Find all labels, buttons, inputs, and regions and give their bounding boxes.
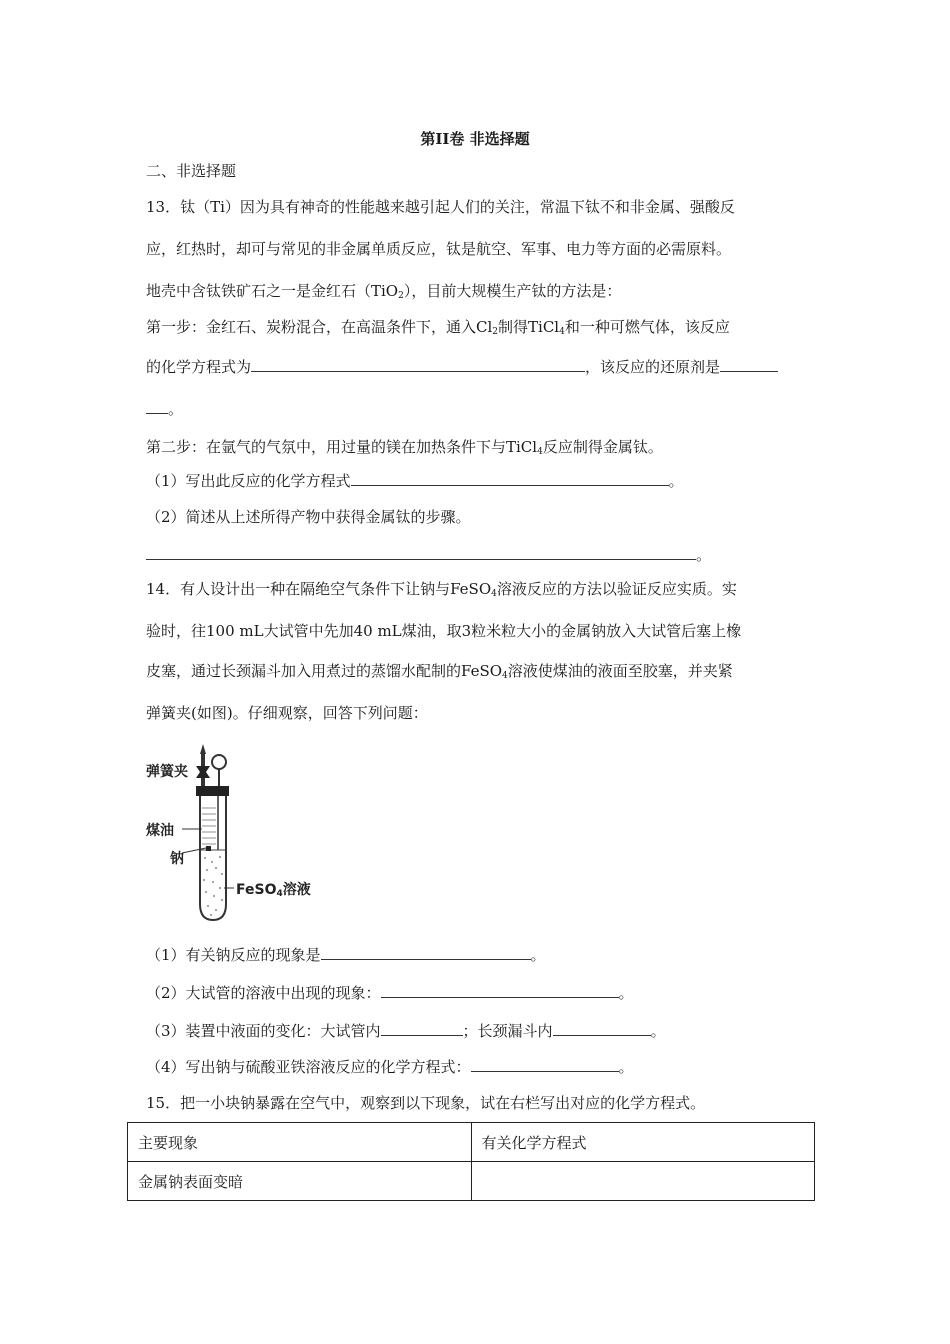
answer-blank-equation[interactable] — [251, 357, 585, 372]
apparatus-figure — [146, 742, 326, 927]
label-sodium: 钠 — [170, 851, 184, 867]
q13-part-1: （1）写出此反应的化学方程式 。 — [146, 472, 684, 490]
answer-blank-q14-1[interactable] — [321, 945, 531, 960]
table-header-equation: 有关化学方程式 — [471, 1123, 815, 1162]
answer-blank-reducer-cont[interactable] — [146, 399, 168, 414]
label-kerosene: 煤油 — [146, 823, 174, 839]
answer-blank-q14-4[interactable] — [471, 1057, 619, 1072]
q14-part-1: （1）有关钠反应的现象是 。 — [146, 946, 546, 964]
sodium-piece-icon — [206, 846, 211, 851]
answer-blank-reducer[interactable] — [720, 357, 778, 372]
section-title: 第II卷 非选择题 — [420, 130, 530, 148]
q14-line-1: 14．有人设计出一种在隔绝空气条件下让钠与FeSO$_4$溶液反应的方法以验证反应实质。实 — [146, 580, 737, 599]
observation-table — [127, 1122, 815, 1201]
table-header-phenomenon: 主要现象 — [128, 1123, 472, 1162]
rubber-stopper-icon — [196, 786, 229, 796]
table-cell-equation-answer[interactable] — [471, 1162, 815, 1201]
q13-line-5: 的化学方程式为 ，该反应的还原剂是 — [146, 356, 778, 378]
answer-blank-q14-3b[interactable] — [553, 1021, 651, 1036]
q13-part-2: （2）简述从上述所得产物中获得金属钛的步骤。 — [146, 508, 471, 526]
q13-line-3: 地壳中含钛铁矿石之一是金红石（TiO$_2$），目前大规模生产钛的方法是： — [146, 282, 622, 301]
table-row — [128, 1162, 815, 1201]
answer-blank-q14-2[interactable] — [381, 983, 619, 998]
q14-part-4: （4）写出钠与硫酸亚铁溶液反应的化学方程式： 。 — [146, 1058, 634, 1076]
label-feso4-solution: FeSO$_4$溶液 — [236, 882, 311, 899]
q13-line-7: 第二步：在氩气的气氛中，用过量的镁在加热条件下与TiCl$_4$反应制得金属钛。 — [146, 438, 663, 457]
q13-line-4: 第一步：金红石、炭粉混合，在高温条件下，通入$Cl_2$制得TiCl$_4$和一种可燃气体，该反应 — [146, 318, 730, 337]
q14-part-3: （3）装置中液面的变化：大试管内 ；长颈漏斗内 。 — [146, 1022, 666, 1040]
table-header-row — [128, 1123, 815, 1162]
q13-part-2-answer: 。 — [146, 544, 711, 566]
answer-blank-q14-3a[interactable] — [381, 1021, 463, 1036]
dropper-tip-icon — [200, 744, 206, 754]
section-subtitle: 二、非选择题 — [146, 162, 237, 180]
q15-line-1: 15．把一小块钠暴露在空气中，观察到以下现象，试在右栏写出对应的化学方程式。 — [146, 1094, 706, 1112]
q14-line-2: 验时，往100 mL大试管中先加40 mL煤油，取3粒米粒大小的金属钠放入大试管后塞上橡 — [146, 622, 742, 640]
q14-line-3: 皮塞，通过长颈漏斗加入用煮过的蒸馏水配制的FeSO$_4$溶液使煤油的液面至胶塞，并夹紧 — [146, 662, 733, 681]
q14-line-4: 弹簧夹(如图)。仔细观察，回答下列问题： — [146, 704, 428, 722]
q13-line-6: 。 — [146, 398, 183, 420]
label-spring-clamp: 弹簧夹 — [146, 764, 188, 780]
answer-blank-q13-2[interactable] — [146, 545, 696, 560]
test-tube-icon — [200, 796, 226, 920]
q13-line-2: 应，红热时，却可与常见的非金属单质反应，钛是航空、军事、电力等方面的必需原料。 — [146, 240, 732, 258]
funnel-bulb-icon — [212, 755, 226, 769]
q14-part-2: （2）大试管的溶液中出现的现象： 。 — [146, 984, 634, 1002]
table-cell-phenomenon: 金属钠表面变暗 — [128, 1162, 472, 1201]
answer-blank-q13-1[interactable] — [351, 471, 669, 486]
q13-line-1: 13．钛（Ti）因为具有神奇的性能越来越引起人们的关注，常温下钛不和非金属、强酸反 — [146, 198, 735, 216]
spring-clamp-icon — [196, 766, 210, 778]
